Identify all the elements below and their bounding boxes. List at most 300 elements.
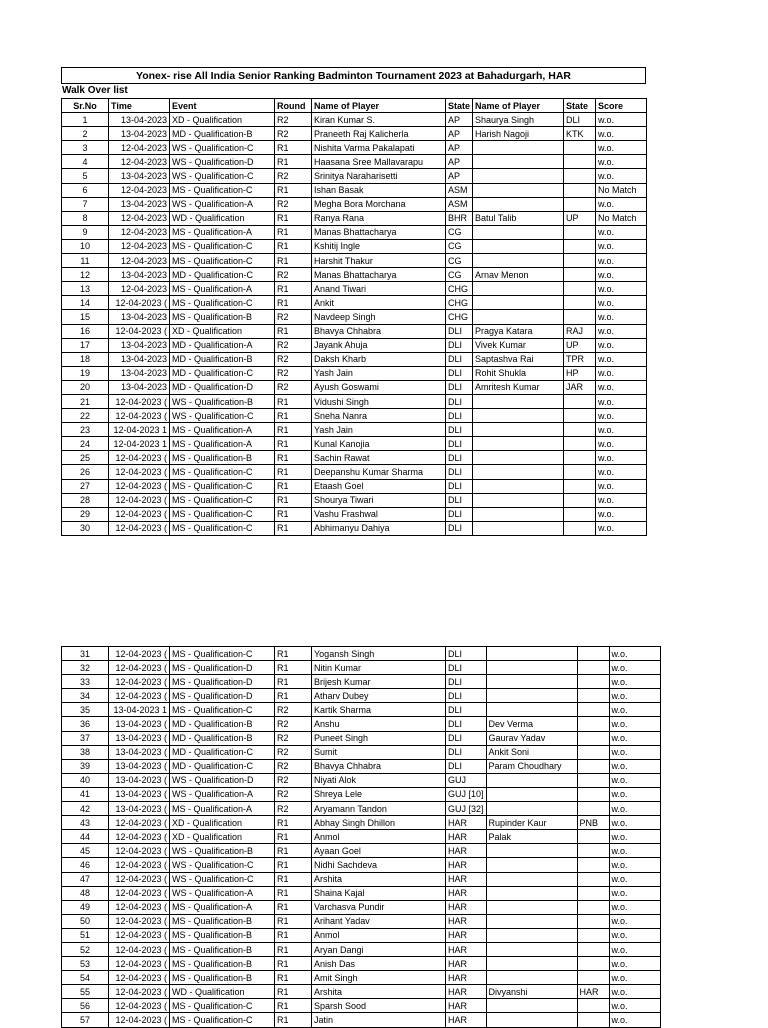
time-cell: 13-04-2023 ( bbox=[109, 731, 170, 745]
state-cell: DLI bbox=[446, 409, 473, 423]
state-cell: DLI bbox=[446, 451, 473, 465]
event-cell: MS - Qualification-C bbox=[170, 183, 275, 197]
event-cell: MD - Qualification-C bbox=[170, 366, 275, 380]
player-name-cell: Arshita bbox=[312, 985, 446, 999]
score-cell: w.o. bbox=[596, 268, 647, 282]
state-cell: AP bbox=[446, 113, 473, 127]
round-cell: R2 bbox=[275, 745, 312, 759]
time-cell: 13-04-2023 bbox=[109, 366, 170, 380]
column-header: Round bbox=[275, 99, 312, 113]
sr-no-cell: 10 bbox=[62, 239, 109, 253]
partner-state-cell bbox=[577, 942, 609, 956]
partner-state-cell: HAR bbox=[577, 985, 609, 999]
state-cell: ASM bbox=[446, 197, 473, 211]
sr-no-cell: 6 bbox=[62, 183, 109, 197]
partner-name-cell bbox=[486, 1013, 577, 1027]
partner-name-cell bbox=[473, 409, 564, 423]
partner-state-cell bbox=[564, 155, 596, 169]
partner-state-cell bbox=[577, 787, 609, 801]
partner-state-cell bbox=[577, 900, 609, 914]
time-cell: 12-04-2023 ( bbox=[109, 479, 170, 493]
round-cell: R2 bbox=[275, 338, 312, 352]
table-row bbox=[62, 465, 647, 479]
score-cell: w.o. bbox=[596, 352, 647, 366]
score-cell: w.o. bbox=[609, 830, 660, 844]
sr-no-cell: 7 bbox=[62, 197, 109, 211]
state-cell: DLI bbox=[446, 689, 487, 703]
time-cell: 12-04-2023 ( bbox=[109, 1013, 170, 1027]
partner-name-cell bbox=[486, 900, 577, 914]
event-cell: MD - Qualification-C bbox=[170, 268, 275, 282]
table-row bbox=[62, 999, 661, 1013]
partner-name-cell bbox=[473, 155, 564, 169]
table-row bbox=[62, 380, 647, 394]
partner-name-cell bbox=[473, 310, 564, 324]
event-cell: MS - Qualification-D bbox=[170, 689, 275, 703]
score-cell: w.o. bbox=[596, 141, 647, 155]
score-cell: w.o. bbox=[596, 380, 647, 394]
column-header: Event bbox=[170, 99, 275, 113]
sr-no-cell: 41 bbox=[62, 787, 109, 801]
event-cell: MS - Qualification-C bbox=[170, 493, 275, 507]
column-header: Name of Player bbox=[473, 99, 564, 113]
sr-no-cell: 48 bbox=[62, 886, 109, 900]
table-row bbox=[62, 366, 647, 380]
sr-no-cell: 46 bbox=[62, 858, 109, 872]
score-cell: w.o. bbox=[596, 409, 647, 423]
partner-name-cell: Gaurav Yadav bbox=[486, 731, 577, 745]
event-cell: MS - Qualification-D bbox=[170, 675, 275, 689]
table-row bbox=[62, 914, 661, 928]
sr-no-cell: 1 bbox=[62, 113, 109, 127]
round-cell: R2 bbox=[275, 169, 312, 183]
partner-name-cell: Amritesh Kumar bbox=[473, 380, 564, 394]
time-cell: 13-04-2023 ( bbox=[109, 759, 170, 773]
score-cell: w.o. bbox=[609, 999, 660, 1013]
round-cell: R1 bbox=[275, 957, 312, 971]
sr-no-cell: 25 bbox=[62, 451, 109, 465]
score-cell: w.o. bbox=[596, 465, 647, 479]
state-cell: DLI bbox=[446, 423, 473, 437]
column-header: State bbox=[564, 99, 596, 113]
table-row bbox=[62, 689, 661, 703]
time-cell: 12-04-2023 ( bbox=[109, 647, 170, 661]
round-cell: R1 bbox=[275, 816, 312, 830]
sr-no-cell: 39 bbox=[62, 759, 109, 773]
event-cell: MS - Qualification-A bbox=[170, 423, 275, 437]
round-cell: R2 bbox=[275, 127, 312, 141]
player-name-cell: Varchasva Pundir bbox=[312, 900, 446, 914]
round-cell: R2 bbox=[275, 717, 312, 731]
player-name-cell: Shourya Tiwari bbox=[312, 493, 446, 507]
sr-no-cell: 15 bbox=[62, 310, 109, 324]
partner-state-cell bbox=[577, 830, 609, 844]
event-cell: MS - Qualification-B bbox=[170, 971, 275, 985]
state-cell: HAR bbox=[446, 971, 487, 985]
partner-name-cell bbox=[473, 479, 564, 493]
partner-name-cell: Dev Verma bbox=[486, 717, 577, 731]
player-name-cell: Sachin Rawat bbox=[312, 451, 446, 465]
sr-no-cell: 57 bbox=[62, 1013, 109, 1027]
round-cell: R1 bbox=[275, 928, 312, 942]
walkover-table-page-1 bbox=[61, 98, 647, 536]
player-name-cell: Shreya Lele bbox=[312, 787, 446, 801]
sr-no-cell: 31 bbox=[62, 647, 109, 661]
event-cell: WS - Qualification-A bbox=[170, 787, 275, 801]
partner-state-cell bbox=[564, 493, 596, 507]
player-name-cell: Aryamann Tandon bbox=[312, 802, 446, 816]
sr-no-cell: 27 bbox=[62, 479, 109, 493]
event-cell: MS - Qualification-C bbox=[170, 296, 275, 310]
event-cell: WS - Qualification-C bbox=[170, 858, 275, 872]
table-row bbox=[62, 197, 647, 211]
time-cell: 12-04-2023 ( bbox=[109, 507, 170, 521]
sr-no-cell: 53 bbox=[62, 957, 109, 971]
sr-no-cell: 33 bbox=[62, 675, 109, 689]
player-name-cell: Bhavya Chhabra bbox=[312, 759, 446, 773]
event-cell: MS - Qualification-B bbox=[170, 451, 275, 465]
time-cell: 12-04-2023 ( bbox=[109, 493, 170, 507]
player-name-cell: Daksh Kharb bbox=[312, 352, 446, 366]
player-name-cell: Niyati Alok bbox=[312, 773, 446, 787]
round-cell: R2 bbox=[275, 731, 312, 745]
round-cell: R1 bbox=[275, 844, 312, 858]
event-cell: WS - Qualification-D bbox=[170, 155, 275, 169]
partner-name-cell bbox=[486, 957, 577, 971]
event-cell: MS - Qualification-C bbox=[170, 239, 275, 253]
partner-state-cell bbox=[577, 759, 609, 773]
event-cell: WS - Qualification-A bbox=[170, 886, 275, 900]
sr-no-cell: 47 bbox=[62, 872, 109, 886]
partner-state-cell bbox=[564, 268, 596, 282]
event-cell: MS - Qualification-A bbox=[170, 900, 275, 914]
player-name-cell: Ayush Goswami bbox=[312, 380, 446, 394]
score-cell: w.o. bbox=[596, 155, 647, 169]
round-cell: R1 bbox=[275, 675, 312, 689]
event-cell: WS - Qualification-C bbox=[170, 141, 275, 155]
event-cell: MS - Qualification-C bbox=[170, 254, 275, 268]
sr-no-cell: 51 bbox=[62, 928, 109, 942]
partner-state-cell bbox=[577, 689, 609, 703]
time-cell: 12-04-2023 ( bbox=[109, 957, 170, 971]
partner-state-cell bbox=[577, 1013, 609, 1027]
partner-state-cell bbox=[564, 225, 596, 239]
sr-no-cell: 32 bbox=[62, 661, 109, 675]
score-cell: w.o. bbox=[609, 844, 660, 858]
partner-state-cell bbox=[577, 886, 609, 900]
event-cell: MS - Qualification-B bbox=[170, 914, 275, 928]
event-cell: WS - Qualification-C bbox=[170, 872, 275, 886]
round-cell: R1 bbox=[275, 521, 312, 535]
score-cell: w.o. bbox=[609, 802, 660, 816]
partner-state-cell bbox=[564, 141, 596, 155]
player-name-cell: Vashu Frashwal bbox=[312, 507, 446, 521]
round-cell: R1 bbox=[275, 942, 312, 956]
table-row bbox=[62, 352, 647, 366]
partner-name-cell: Palak bbox=[486, 830, 577, 844]
partner-state-cell bbox=[577, 731, 609, 745]
partner-name-cell bbox=[486, 844, 577, 858]
state-cell: DLI bbox=[446, 324, 473, 338]
partner-state-cell: RAJ bbox=[564, 324, 596, 338]
event-cell: WS - Qualification-B bbox=[170, 844, 275, 858]
player-name-cell: Deepanshu Kumar Sharma bbox=[312, 465, 446, 479]
round-cell: R1 bbox=[275, 493, 312, 507]
round-cell: R2 bbox=[275, 773, 312, 787]
table-row bbox=[62, 703, 661, 717]
state-cell: HAR bbox=[446, 816, 487, 830]
state-cell: CG bbox=[446, 225, 473, 239]
event-cell: MS - Qualification-C bbox=[170, 999, 275, 1013]
event-cell: XD - Qualification bbox=[170, 113, 275, 127]
time-cell: 12-04-2023 ( bbox=[109, 830, 170, 844]
player-name-cell: Manas Bhattacharya bbox=[312, 268, 446, 282]
table-row bbox=[62, 211, 647, 225]
score-cell: w.o. bbox=[596, 254, 647, 268]
round-cell: R1 bbox=[275, 830, 312, 844]
partner-name-cell bbox=[473, 296, 564, 310]
partner-name-cell: Arnav Menon bbox=[473, 268, 564, 282]
score-cell: w.o. bbox=[609, 731, 660, 745]
round-cell: R1 bbox=[275, 872, 312, 886]
event-cell: WS - Qualification-B bbox=[170, 394, 275, 408]
state-cell: DLI bbox=[446, 394, 473, 408]
score-cell: w.o. bbox=[609, 717, 660, 731]
table-row bbox=[62, 423, 647, 437]
player-name-cell: Vidushi Singh bbox=[312, 394, 446, 408]
sr-no-cell: 9 bbox=[62, 225, 109, 239]
score-cell: w.o. bbox=[596, 225, 647, 239]
score-cell: w.o. bbox=[609, 787, 660, 801]
player-name-cell: Yash Jain bbox=[312, 366, 446, 380]
round-cell: R1 bbox=[275, 394, 312, 408]
score-cell: w.o. bbox=[609, 745, 660, 759]
event-cell: MD - Qualification-B bbox=[170, 731, 275, 745]
sr-no-cell: 38 bbox=[62, 745, 109, 759]
score-cell: w.o. bbox=[609, 985, 660, 999]
round-cell: R1 bbox=[275, 254, 312, 268]
time-cell: 12-04-2023 ( bbox=[109, 816, 170, 830]
partner-name-cell bbox=[473, 465, 564, 479]
table-row bbox=[62, 183, 647, 197]
time-cell: 13-04-2023 ( bbox=[109, 717, 170, 731]
document-title: Yonex- rise All India Senior Ranking Badminton Tournament 2023 at Bahadurgarh, HAR bbox=[61, 67, 646, 84]
round-cell: R1 bbox=[275, 507, 312, 521]
time-cell: 12-04-2023 ( bbox=[109, 900, 170, 914]
player-name-cell: Yogansh Singh bbox=[312, 647, 446, 661]
score-cell: w.o. bbox=[609, 675, 660, 689]
state-cell: DLI bbox=[446, 465, 473, 479]
time-cell: 13-04-2023 bbox=[109, 113, 170, 127]
event-cell: MS - Qualification-C bbox=[170, 647, 275, 661]
sr-no-cell: 22 bbox=[62, 409, 109, 423]
table-row bbox=[62, 675, 661, 689]
column-header: Sr.No bbox=[62, 99, 109, 113]
player-name-cell: Arshita bbox=[312, 872, 446, 886]
sr-no-cell: 16 bbox=[62, 324, 109, 338]
score-cell: w.o. bbox=[596, 451, 647, 465]
sr-no-cell: 52 bbox=[62, 942, 109, 956]
state-cell: HAR bbox=[446, 844, 487, 858]
state-cell: HAR bbox=[446, 942, 487, 956]
round-cell: R2 bbox=[275, 703, 312, 717]
partner-name-cell bbox=[473, 225, 564, 239]
time-cell: 12-04-2023 bbox=[109, 211, 170, 225]
time-cell: 12-04-2023 ( bbox=[109, 465, 170, 479]
event-cell: MD - Qualification-D bbox=[170, 380, 275, 394]
event-cell: MD - Qualification-C bbox=[170, 745, 275, 759]
score-cell: w.o. bbox=[609, 928, 660, 942]
round-cell: R1 bbox=[275, 479, 312, 493]
table-row bbox=[62, 985, 661, 999]
state-cell: HAR bbox=[446, 957, 487, 971]
partner-state-cell bbox=[564, 183, 596, 197]
partner-name-cell bbox=[486, 872, 577, 886]
round-cell: R2 bbox=[275, 759, 312, 773]
player-name-cell: Sumit bbox=[312, 745, 446, 759]
score-cell: w.o. bbox=[596, 197, 647, 211]
player-name-cell: Bhavya Chhabra bbox=[312, 324, 446, 338]
partner-state-cell: JAR bbox=[564, 380, 596, 394]
score-cell: w.o. bbox=[596, 239, 647, 253]
round-cell: R1 bbox=[275, 183, 312, 197]
score-cell: No Match bbox=[596, 211, 647, 225]
player-name-cell: Sparsh Sood bbox=[312, 999, 446, 1013]
table-row bbox=[62, 830, 661, 844]
partner-name-cell: Ankit Soni bbox=[486, 745, 577, 759]
time-cell: 13-04-2023 bbox=[109, 268, 170, 282]
player-name-cell: Srinitya Naraharisetti bbox=[312, 169, 446, 183]
table-row bbox=[62, 647, 661, 661]
time-cell: 12-04-2023 ( bbox=[109, 858, 170, 872]
event-cell: MS - Qualification-D bbox=[170, 661, 275, 675]
state-cell: AP bbox=[446, 127, 473, 141]
sr-no-cell: 11 bbox=[62, 254, 109, 268]
player-name-cell: Ishan Basak bbox=[312, 183, 446, 197]
round-cell: R1 bbox=[275, 437, 312, 451]
event-cell: MD - Qualification-C bbox=[170, 759, 275, 773]
round-cell: R1 bbox=[275, 886, 312, 900]
table-row bbox=[62, 745, 661, 759]
sr-no-cell: 29 bbox=[62, 507, 109, 521]
player-name-cell: Atharv Dubey bbox=[312, 689, 446, 703]
score-cell: w.o. bbox=[596, 169, 647, 183]
time-cell: 13-04-2023 bbox=[109, 352, 170, 366]
time-cell: 13-04-2023 bbox=[109, 127, 170, 141]
table-row bbox=[62, 451, 647, 465]
round-cell: R1 bbox=[275, 985, 312, 999]
partner-state-cell: TPR bbox=[564, 352, 596, 366]
table-row bbox=[62, 239, 647, 253]
partner-name-cell bbox=[486, 942, 577, 956]
player-name-cell: Anand Tiwari bbox=[312, 282, 446, 296]
sr-no-cell: 14 bbox=[62, 296, 109, 310]
event-cell: XD - Qualification bbox=[170, 830, 275, 844]
score-cell: w.o. bbox=[609, 914, 660, 928]
partner-name-cell: Param Choudhary bbox=[486, 759, 577, 773]
event-cell: MS - Qualification-B bbox=[170, 957, 275, 971]
round-cell: R2 bbox=[275, 366, 312, 380]
partner-name-cell bbox=[486, 689, 577, 703]
column-header: Score bbox=[596, 99, 647, 113]
partner-name-cell bbox=[486, 661, 577, 675]
score-cell: w.o. bbox=[609, 957, 660, 971]
score-cell: w.o. bbox=[609, 900, 660, 914]
partner-state-cell bbox=[577, 717, 609, 731]
time-cell: 13-04-2023 ( bbox=[109, 773, 170, 787]
table-row bbox=[62, 900, 661, 914]
table-row bbox=[62, 155, 647, 169]
partner-name-cell bbox=[473, 423, 564, 437]
event-cell: MS - Qualification-C bbox=[170, 703, 275, 717]
round-cell: R1 bbox=[275, 423, 312, 437]
partner-state-cell: HP bbox=[564, 366, 596, 380]
partner-state-cell bbox=[577, 844, 609, 858]
time-cell: 12-04-2023 ( bbox=[109, 394, 170, 408]
state-cell: BHR bbox=[446, 211, 473, 225]
column-header: Time bbox=[109, 99, 170, 113]
time-cell: 12-04-2023 ( bbox=[109, 942, 170, 956]
partner-name-cell bbox=[486, 675, 577, 689]
partner-name-cell bbox=[473, 254, 564, 268]
player-name-cell: Nishita Varma Pakalapati bbox=[312, 141, 446, 155]
player-name-cell: Manas Bhattacharya bbox=[312, 225, 446, 239]
player-name-cell: Kshitij Ingle bbox=[312, 239, 446, 253]
state-cell: AP bbox=[446, 169, 473, 183]
score-cell: w.o. bbox=[596, 437, 647, 451]
table-row bbox=[62, 141, 647, 155]
time-cell: 13-04-2023 bbox=[109, 169, 170, 183]
partner-name-cell: Divyanshi bbox=[486, 985, 577, 999]
table-row bbox=[62, 507, 647, 521]
player-name-cell: Nitin Kumar bbox=[312, 661, 446, 675]
sr-no-cell: 50 bbox=[62, 914, 109, 928]
time-cell: 13-04-2023 ( bbox=[109, 745, 170, 759]
state-cell: DLI bbox=[446, 437, 473, 451]
score-cell: w.o. bbox=[609, 647, 660, 661]
score-cell: w.o. bbox=[609, 858, 660, 872]
round-cell: R2 bbox=[275, 352, 312, 366]
round-cell: R1 bbox=[275, 211, 312, 225]
score-cell: w.o. bbox=[596, 493, 647, 507]
player-name-cell: Kiran Kumar S. bbox=[312, 113, 446, 127]
time-cell: 12-04-2023 bbox=[109, 183, 170, 197]
partner-state-cell bbox=[577, 858, 609, 872]
table-row bbox=[62, 971, 661, 985]
time-cell: 12-04-2023 bbox=[109, 155, 170, 169]
player-name-cell: Aryan Dangi bbox=[312, 942, 446, 956]
table-row bbox=[62, 844, 661, 858]
event-cell: MS - Qualification-A bbox=[170, 802, 275, 816]
player-name-cell: Amit Singh bbox=[312, 971, 446, 985]
state-cell: DLI bbox=[446, 493, 473, 507]
partner-name-cell bbox=[473, 521, 564, 535]
partner-name-cell bbox=[486, 928, 577, 942]
state-cell: DLI bbox=[446, 380, 473, 394]
round-cell: R1 bbox=[275, 324, 312, 338]
time-cell: 12-04-2023 ( bbox=[109, 985, 170, 999]
event-cell: MD - Qualification-B bbox=[170, 127, 275, 141]
table-row bbox=[62, 268, 647, 282]
score-cell: w.o. bbox=[596, 324, 647, 338]
partner-state-cell bbox=[577, 745, 609, 759]
event-cell: MD - Qualification-B bbox=[170, 352, 275, 366]
partner-state-cell bbox=[564, 409, 596, 423]
partner-state-cell bbox=[564, 479, 596, 493]
round-cell: R1 bbox=[275, 451, 312, 465]
time-cell: 13-04-2023 ( bbox=[109, 787, 170, 801]
score-cell: w.o. bbox=[609, 773, 660, 787]
